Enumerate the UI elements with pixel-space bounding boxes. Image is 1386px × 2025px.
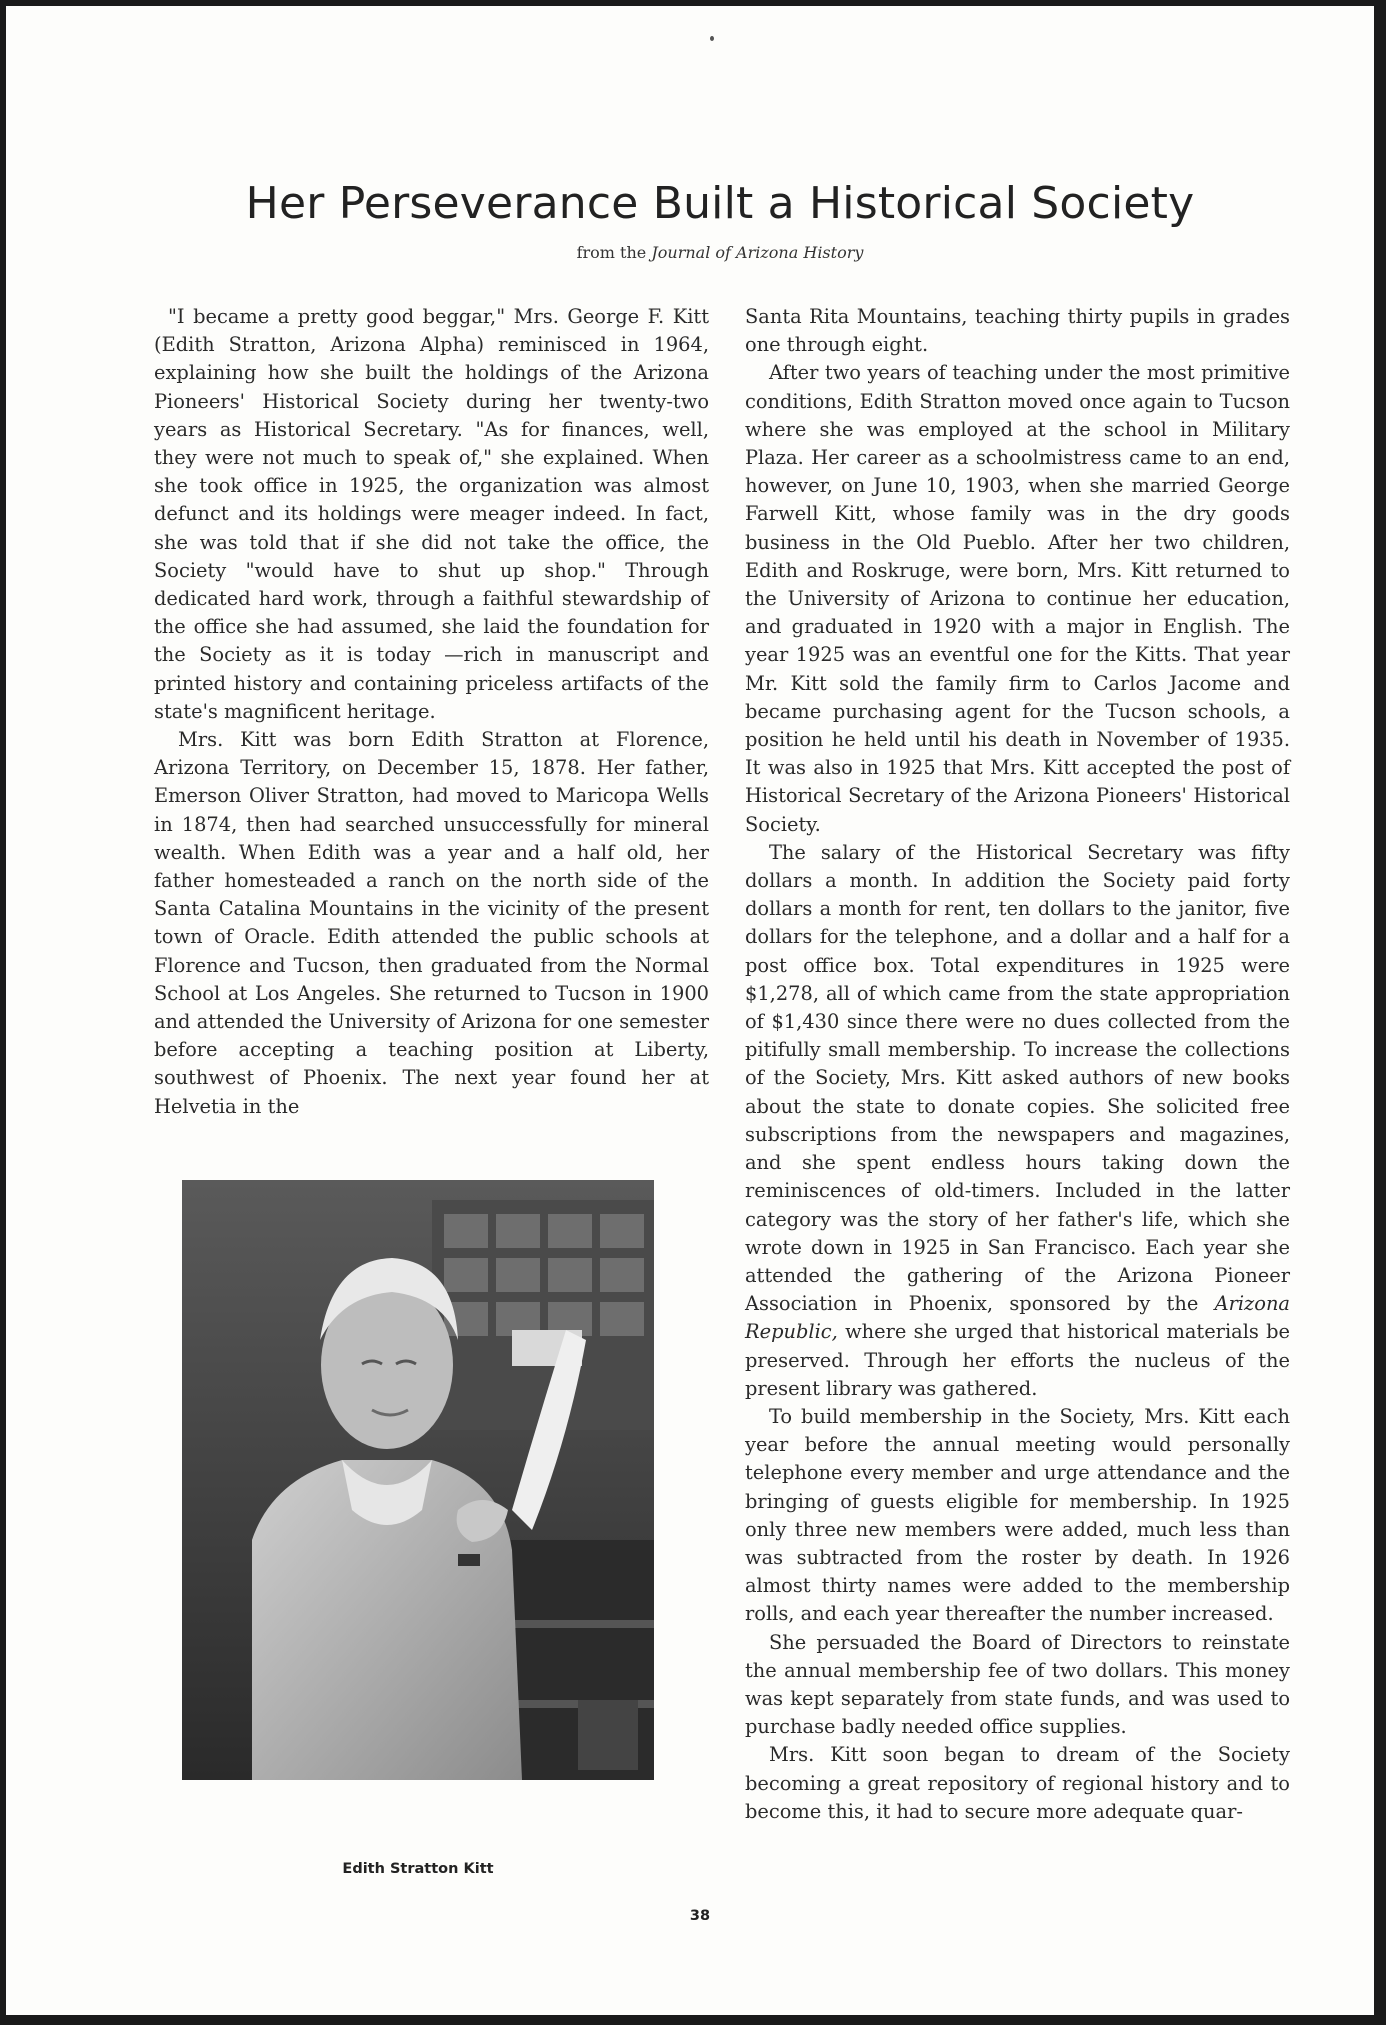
newspaper-name: Arizona Republic, xyxy=(745,1292,1290,1344)
source-prefix: from the xyxy=(576,243,647,262)
paragraph-4 xyxy=(745,839,1290,1403)
paragraph-4-tail: where she urged that historical materials be preserved. Through her efforts the nucleus of the present library was gathered. xyxy=(745,1320,1290,1400)
page-number: 38 xyxy=(689,1908,711,1924)
scan-dust-mark xyxy=(710,36,714,41)
paragraph-2: Mrs. Kitt was born Edith Stratton at Florence, Arizona Territory, on December 15, 1878. Her father, Emerson Oliver Stratton, had moved to Maricopa Wells in 1874, then had searched unsuccessfully for mineral wealth. When Edith was a year and a half old, her father homesteaded a ranch on the north side of the Santa Catalina Mountains in the vicinity of the present town of Oracle. Edith attended the public schools at Florence and Tucson, then graduated from the Normal School at Los Angeles. She returned to Tucson in 1900 and attended the University of Arizona for one semester before accepting a teaching position at Liberty, southwest of Phoenix. The next year found her at Helvetia in the xyxy=(154,728,709,1118)
portrait-photo xyxy=(182,1180,654,1780)
paragraph-5: To build membership in the Society, Mrs. Kitt each year before the annual meeting would personally telephone every member and urge attendance and the bringing of guests eligible for membership. In 1925 only three new members were added, much less than was subtracted from the roster by death. In 1926 almost thirty names were added to the membership rolls, and each year thereafter the number increased. xyxy=(745,1404,1290,1626)
paragraph-3: After two years of teaching under the most primitive conditions, Edith Stratton moved once again to Tucson where she was employed at the school in Military Plaza. Her career as a schoolmistress came to an end, however, on June 10, 1903, when she married George Farwell Kitt, whose family was in the dry goods business in the Old Pueblo. After her two children, Edith and Roskruge, were born, Mrs. Kitt returned to the University of Arizona to continue her education, and graduated in 1920 with a major in English. The year 1925 was an eventful one for the Kitts. That year Mr. Kitt sold the family firm to Carlos Jacome and became purchasing agent for the Tucson schools, a position he held until his death in November of 1935. It was also in 1925 that Mrs. Kitt accepted the post of Historical Secretary of the Arizona Pioneers' Historical Society. xyxy=(745,361,1290,836)
right-column xyxy=(745,303,1290,1826)
paragraph-4-text: The salary of the Historical Secretary was fifty dollars a month. In addition the Society paid forty dollars a month for rent, ten dollars to the janitor, five dollars for the telephone, and a dollar and a half for a post office box. Total expenditures in 1925 were $1,278, all of which came from the state appropriation of $1,430 since there were no dues collected from the pitifully small membership. To increase the collections of the Society, Mrs. Kitt asked authors of new books about the state to donate copies. She solicited free subscriptions from the newspapers and magazines, and she spent endless hours taking down the reminiscences of old-timers. Included in the latter category was the story of her father's life, which she wrote down in 1925 in San Francisco. Each year she attended the gathering of the Arizona Pioneer Association in Phoenix, sponsored by the xyxy=(745,840,1290,1316)
source-journal: Journal of Arizona History xyxy=(651,243,864,262)
paragraph-1: "I became a pretty good beggar," Mrs. George F. Kitt (Edith Stratton, Arizona Alpha) reminisced in 1964, explaining how she built the holdings of the Arizona Pioneers' Historical Society during her twenty-two years as Historical Secretary. "As for finances, well, they were not much to speak of," she explained. When she took office in 1925, the organization was almost defunct and its holdings were meager indeed. In fact, she was told that if she did not take the office, the Society "would have to shut up shop." Through dedicated hard work, through a faithful stewardship of the office she had assumed, she laid the foundation for the Society as it is today —rich in manuscript and printed history and containing priceless artifacts of the state's magnificent heritage. xyxy=(154,305,709,723)
photo-caption: Edith Stratton Kitt xyxy=(342,1861,494,1877)
article-source xyxy=(150,243,1290,262)
left-column xyxy=(154,303,709,1121)
paragraph-continuation: Santa Rita Mountains, teaching thirty pupils in grades one through eight. xyxy=(745,305,1290,357)
paragraph-7: Mrs. Kitt soon began to dream of the Society becoming a great repository of regional history and to become this, it had to secure more adequate quar- xyxy=(745,1743,1290,1823)
article-title: Her Perseverance Built a Historical Society xyxy=(245,178,1195,229)
portrait-photo-art xyxy=(182,1180,654,1780)
paragraph-6: She persuaded the Board of Directors to reinstate the annual membership fee of two dollars. This money was kept separately from state funds, and was used to purchase badly needed office supplies. xyxy=(745,1630,1290,1739)
